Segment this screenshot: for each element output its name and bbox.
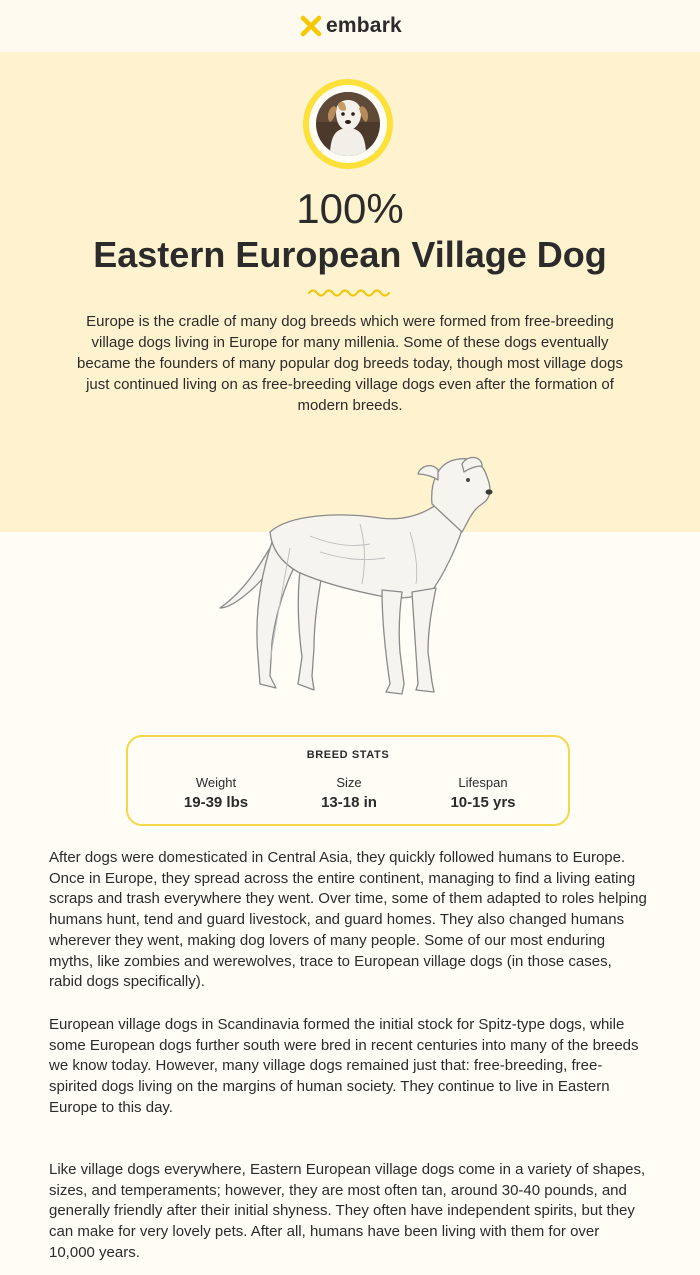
dog-avatar bbox=[303, 79, 393, 169]
breed-title: Eastern European Village Dog bbox=[93, 234, 607, 275]
brand-name: embark bbox=[326, 14, 402, 37]
article-paragraph: After dogs were domesticated in Central Asia, they quickly followed humans to Europe. Once in Europe, they spread across the entire continent, managing to find a living eating scraps and trash everywhere they went. Over time, some of them adapted to roles helping humans hunt, tend and guard livestock, and guard homes. They also changed humans wherever they went, making dog lovers of many people. Some of our most enduring myths, like zombies and werewolves, trace to European village dogs (in those cases, rabid dogs specifically). bbox=[49, 849, 647, 991]
stat-value: 13-18 in bbox=[321, 794, 377, 811]
dog-avatar-photo bbox=[316, 92, 380, 156]
breed-stats-card bbox=[126, 735, 570, 826]
stat-lifespan bbox=[413, 774, 553, 814]
article-paragraph: European village dogs in Scandinavia formed the initial stock for Spitz-type dogs, while some European dogs further south were bred in recent centuries into many of the breeds we know today. However, many village dogs remained just that: free-breeding, free-spirited dogs living on the margins of human society. They continue to live in Eastern Europe to this day. bbox=[49, 1016, 639, 1116]
breed-stats-title: BREED STATS bbox=[306, 749, 390, 761]
stat-weight bbox=[146, 774, 286, 814]
stat-value: 19-39 lbs bbox=[183, 794, 249, 811]
squiggle-divider-icon bbox=[307, 287, 391, 299]
breed-intro: Europe is the cradle of many dog breeds which were formed from free-breeding village dogs living in Europe for many millenia. Some of these dogs eventually became the founders of many popular dog breeds today, though most village dogs just continued living on as free-breeding village dogs even after the formation of modern breeds. bbox=[77, 313, 623, 414]
stat-label: Weight bbox=[195, 775, 237, 790]
stat-label: Lifespan bbox=[458, 775, 508, 790]
ancestry-percent: 100% bbox=[296, 185, 404, 232]
dog-illustration bbox=[210, 452, 500, 702]
stat-size bbox=[279, 774, 419, 814]
embark-logo[interactable] bbox=[298, 13, 402, 39]
stat-value: 10-15 yrs bbox=[450, 794, 516, 811]
header-bar bbox=[0, 0, 700, 52]
embark-logo-icon bbox=[298, 13, 324, 39]
stat-label: Size bbox=[336, 775, 362, 790]
article-paragraph: Like village dogs everywhere, Eastern European village dogs come in a variety of shapes, sizes, and temperaments; however, they are most often tan, around 30-40 pounds, and generally friendly after their initial shyness. They often have independent spirits, but they can make for very lovely pets. After all, humans have been living with them for over 10,000 years. bbox=[49, 1161, 646, 1261]
